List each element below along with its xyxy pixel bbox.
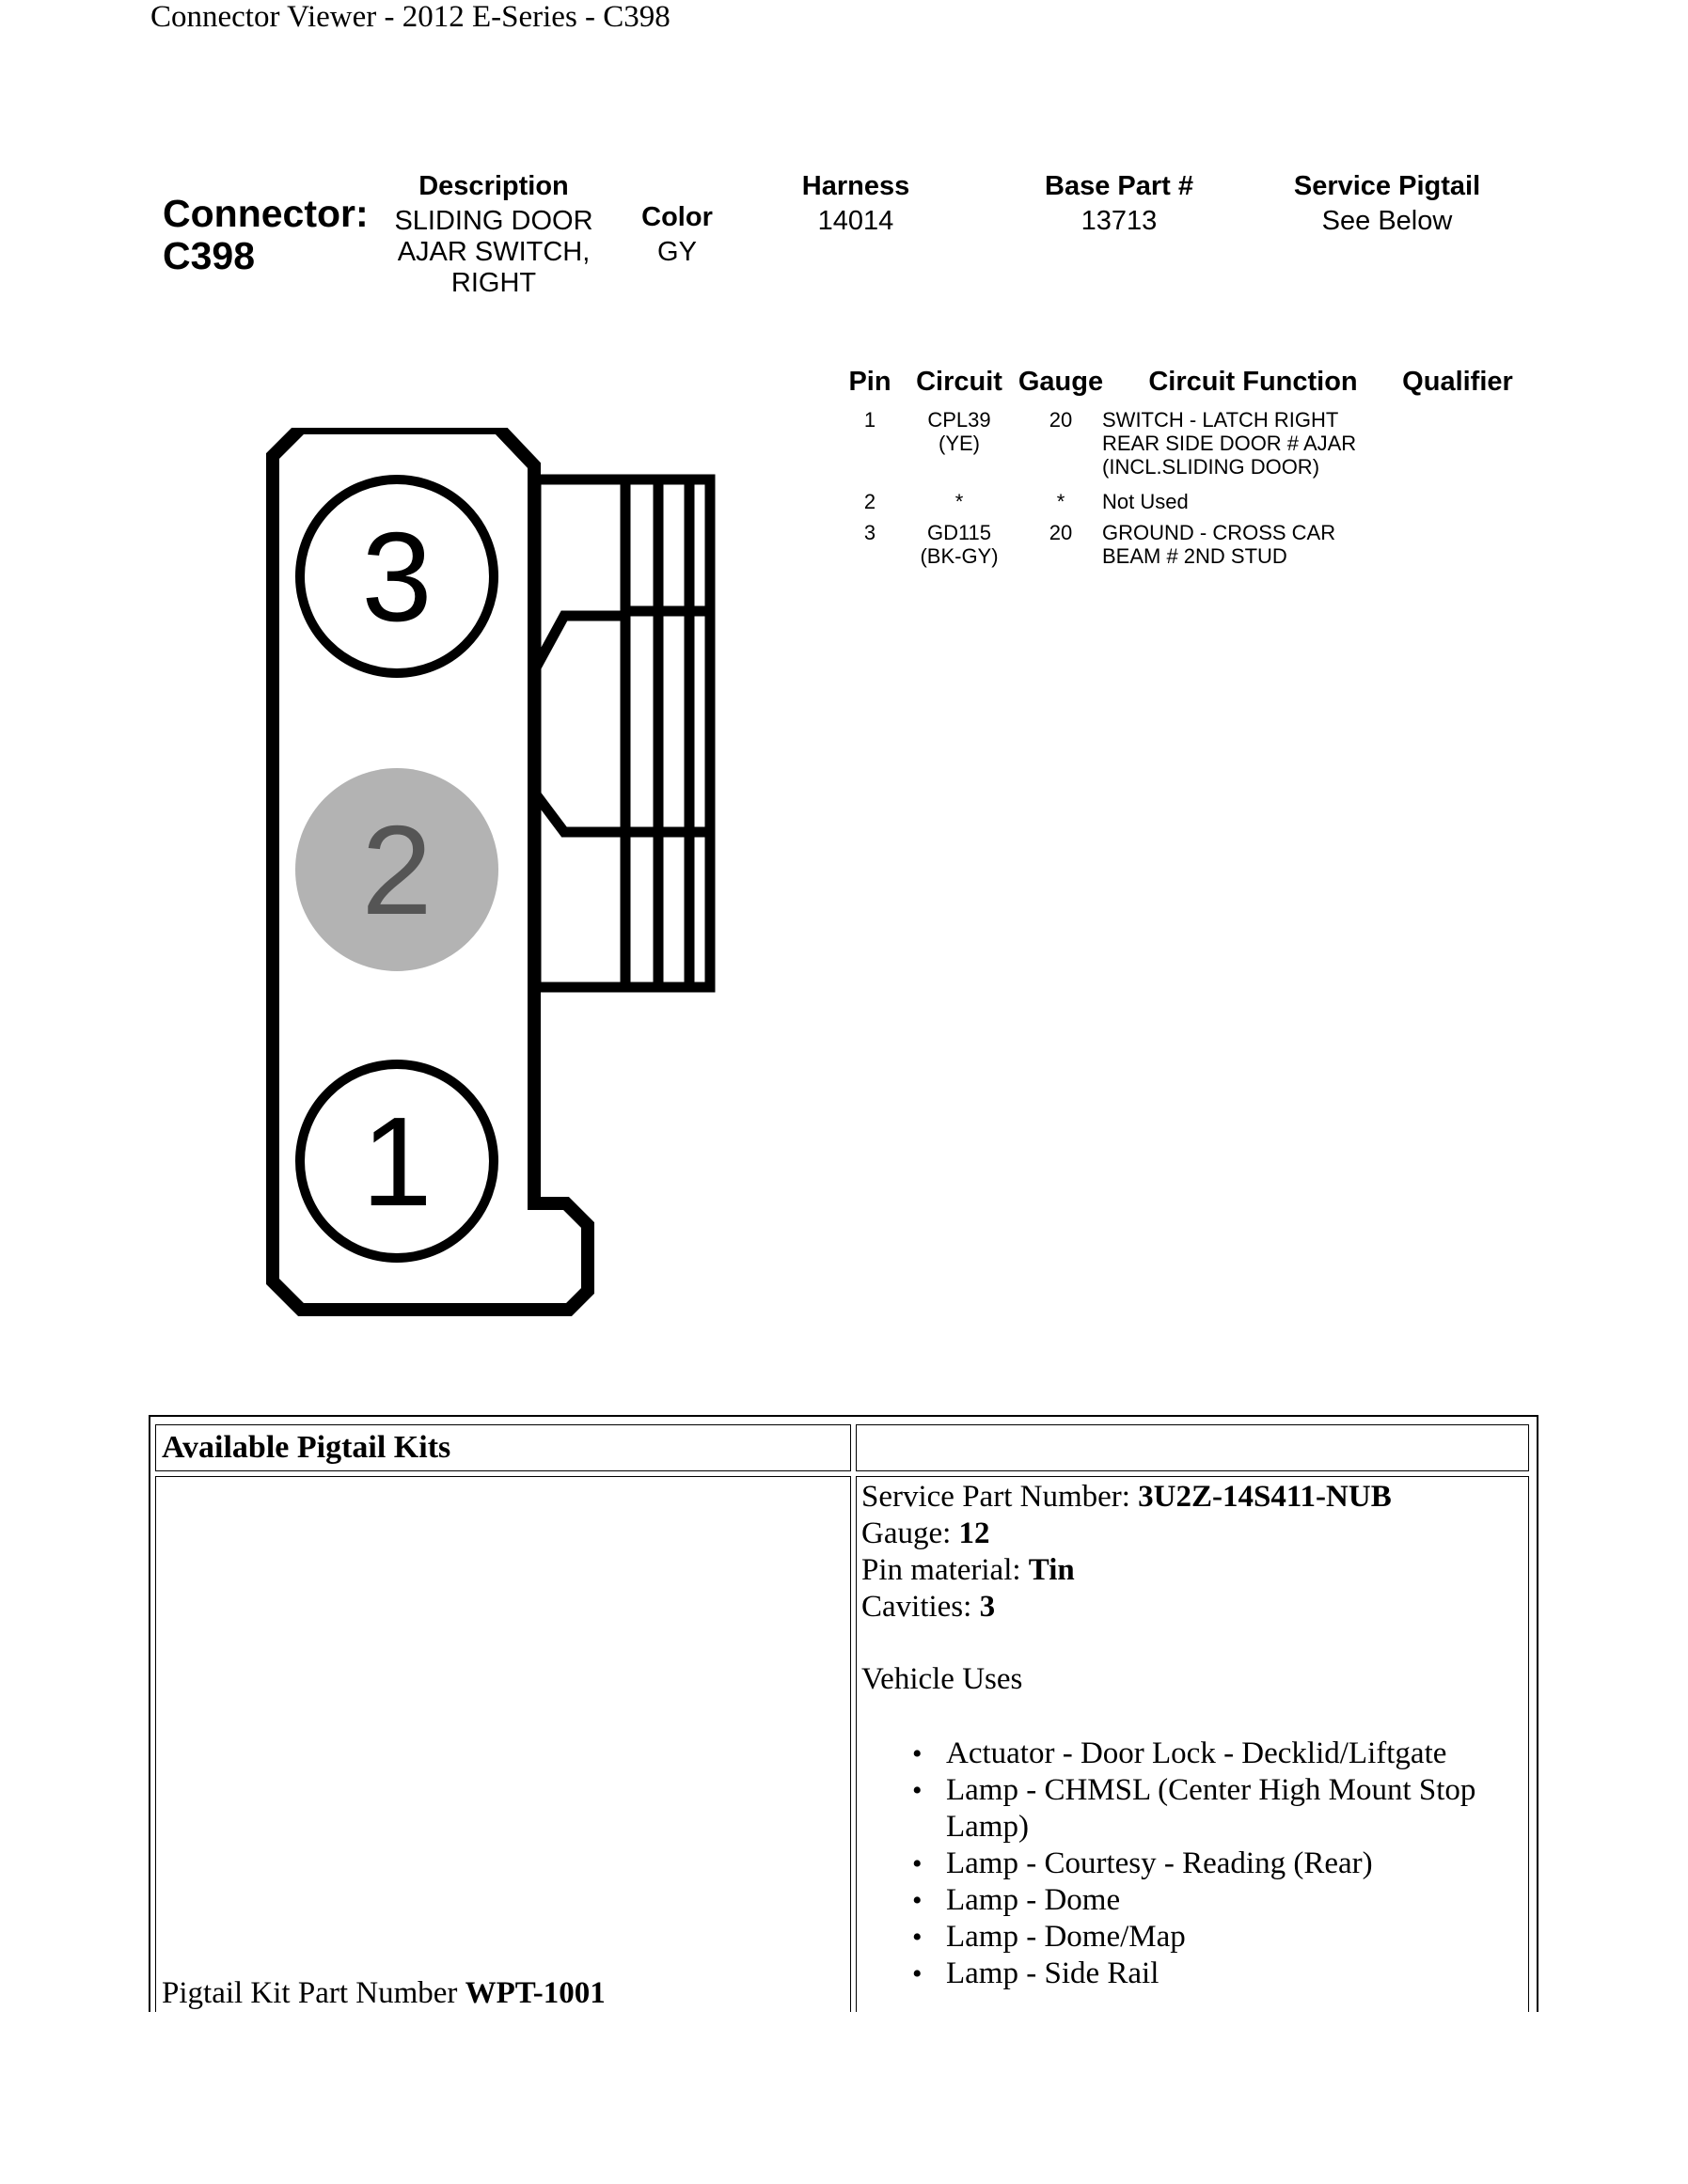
connector-face-diagram	[263, 428, 752, 1330]
color-column	[621, 202, 734, 268]
list-item: • Lamp - Dome	[946, 1882, 1524, 1919]
pin-table	[846, 367, 1523, 577]
circuit-line: GD115	[926, 521, 992, 544]
kit-details-cell	[856, 1476, 1529, 2012]
kits-title: Available Pigtail Kits	[162, 1430, 451, 1465]
circuit-cell	[907, 408, 1011, 455]
cavity-1	[300, 1064, 494, 1258]
function-line: (INCL.SLIDING DOOR)	[1102, 455, 1320, 479]
harness-label: Harness	[801, 171, 910, 201]
cavities-value: 3	[979, 1590, 996, 1624]
connector-id: C398	[163, 234, 256, 277]
kit-part-number	[162, 1975, 606, 2012]
circuit-line: (BK-GY)	[920, 544, 999, 568]
base-part-label: Base Part #	[1045, 171, 1193, 201]
table-row	[846, 521, 1523, 577]
cavity-2	[295, 768, 498, 971]
kits-header-empty-cell	[856, 1424, 1529, 1471]
function-line: SWITCH - LATCH RIGHT	[1102, 408, 1339, 432]
circuit-line: (YE)	[939, 432, 980, 455]
service-part-label: Service Part Number:	[861, 1480, 1130, 1514]
gauge-row	[861, 1516, 1524, 1552]
pin-table-header	[846, 367, 1523, 408]
circuit-function-header: Circuit Function	[1148, 367, 1358, 397]
description-column	[381, 171, 607, 299]
qualifier-header: Qualifier	[1402, 367, 1513, 397]
gauge-header: Gauge	[1018, 367, 1104, 397]
cavity-3	[300, 479, 494, 673]
connector-label: Connector:	[163, 192, 369, 235]
service-pigtail-column	[1274, 171, 1500, 237]
vehicle-uses-label: Vehicle Uses	[861, 1662, 1023, 1696]
harness-value: 14014	[817, 206, 894, 236]
pin-header: Pin	[848, 367, 891, 397]
kit-part-cell	[155, 1476, 851, 2012]
description-value	[381, 206, 607, 299]
function-line: GROUND - CROSS CAR	[1102, 521, 1336, 544]
function-line: BEAM # 2ND STUD	[1102, 544, 1287, 568]
circuit-function-cell	[1102, 521, 1394, 568]
circuit-cell	[907, 521, 1011, 568]
cavity-label: 2	[361, 799, 433, 941]
pin-cell: 1	[863, 408, 876, 432]
kit-part-value: WPT-1001	[465, 1976, 606, 2010]
pin-material-label: Pin material:	[861, 1553, 1021, 1587]
list-item: • Actuator - Door Lock - Decklid/Liftgate	[946, 1736, 1524, 1772]
gauge-value: 12	[958, 1516, 990, 1550]
cavity-label: 1	[361, 1091, 433, 1233]
list-item: • Lamp - Side Rail	[946, 1956, 1524, 1992]
latch-grid	[536, 479, 710, 987]
function-line: REAR SIDE DOOR # AJAR	[1102, 432, 1357, 455]
service-part-value: 3U2Z-14S411-NUB	[1138, 1480, 1392, 1514]
page-title: Connector Viewer - 2012 E-Series - C398	[150, 0, 670, 34]
pin-cell: 3	[863, 521, 876, 544]
description-line: SLIDING DOOR	[394, 206, 593, 236]
kit-part-label: Pigtail Kit Part Number	[162, 1976, 458, 2010]
table-row	[846, 490, 1523, 521]
service-part-row	[861, 1479, 1524, 1516]
harness-column	[771, 171, 940, 237]
pin-cell: 2	[863, 490, 876, 513]
circuit-function-cell: Not Used	[1102, 490, 1189, 513]
description-line: RIGHT	[450, 268, 537, 298]
vehicle-uses-list	[861, 1736, 1524, 1992]
kit-details	[861, 1479, 1524, 1992]
list-item: • Lamp - Courtesy - Reading (Rear)	[946, 1846, 1524, 1882]
gauge-cell: *	[1056, 490, 1065, 513]
base-part-column	[1025, 171, 1213, 237]
gauge-cell: 20	[1049, 408, 1073, 432]
cavity-label: 3	[361, 506, 433, 648]
cavities-row	[861, 1589, 1524, 1626]
base-part-value: 13713	[1081, 206, 1158, 236]
kits-title-cell	[155, 1424, 851, 1471]
description-label: Description	[418, 171, 569, 201]
service-pigtail-value: See Below	[1321, 206, 1453, 236]
color-value: GY	[657, 237, 697, 267]
pin-material-value: Tin	[1028, 1553, 1075, 1587]
circuit-header: Circuit	[916, 367, 1002, 397]
cavities-label: Cavities:	[861, 1590, 972, 1624]
circuit-function-cell	[1102, 408, 1394, 479]
pin-material-row	[861, 1552, 1524, 1589]
description-line: AJAR SWITCH,	[397, 237, 591, 267]
connector-title	[163, 193, 369, 277]
circuit-line: CPL39	[927, 408, 991, 432]
service-pigtail-label: Service Pigtail	[1293, 171, 1481, 201]
color-label: Color	[641, 202, 713, 232]
gauge-label: Gauge:	[861, 1516, 952, 1550]
gauge-cell: 20	[1049, 521, 1073, 544]
list-item: • Lamp - Dome/Map	[946, 1919, 1524, 1956]
table-row	[846, 408, 1523, 490]
circuit-cell: *	[954, 490, 964, 513]
list-item: • Lamp - CHMSL (Center High Mount Stop Lamp)	[946, 1772, 1524, 1846]
